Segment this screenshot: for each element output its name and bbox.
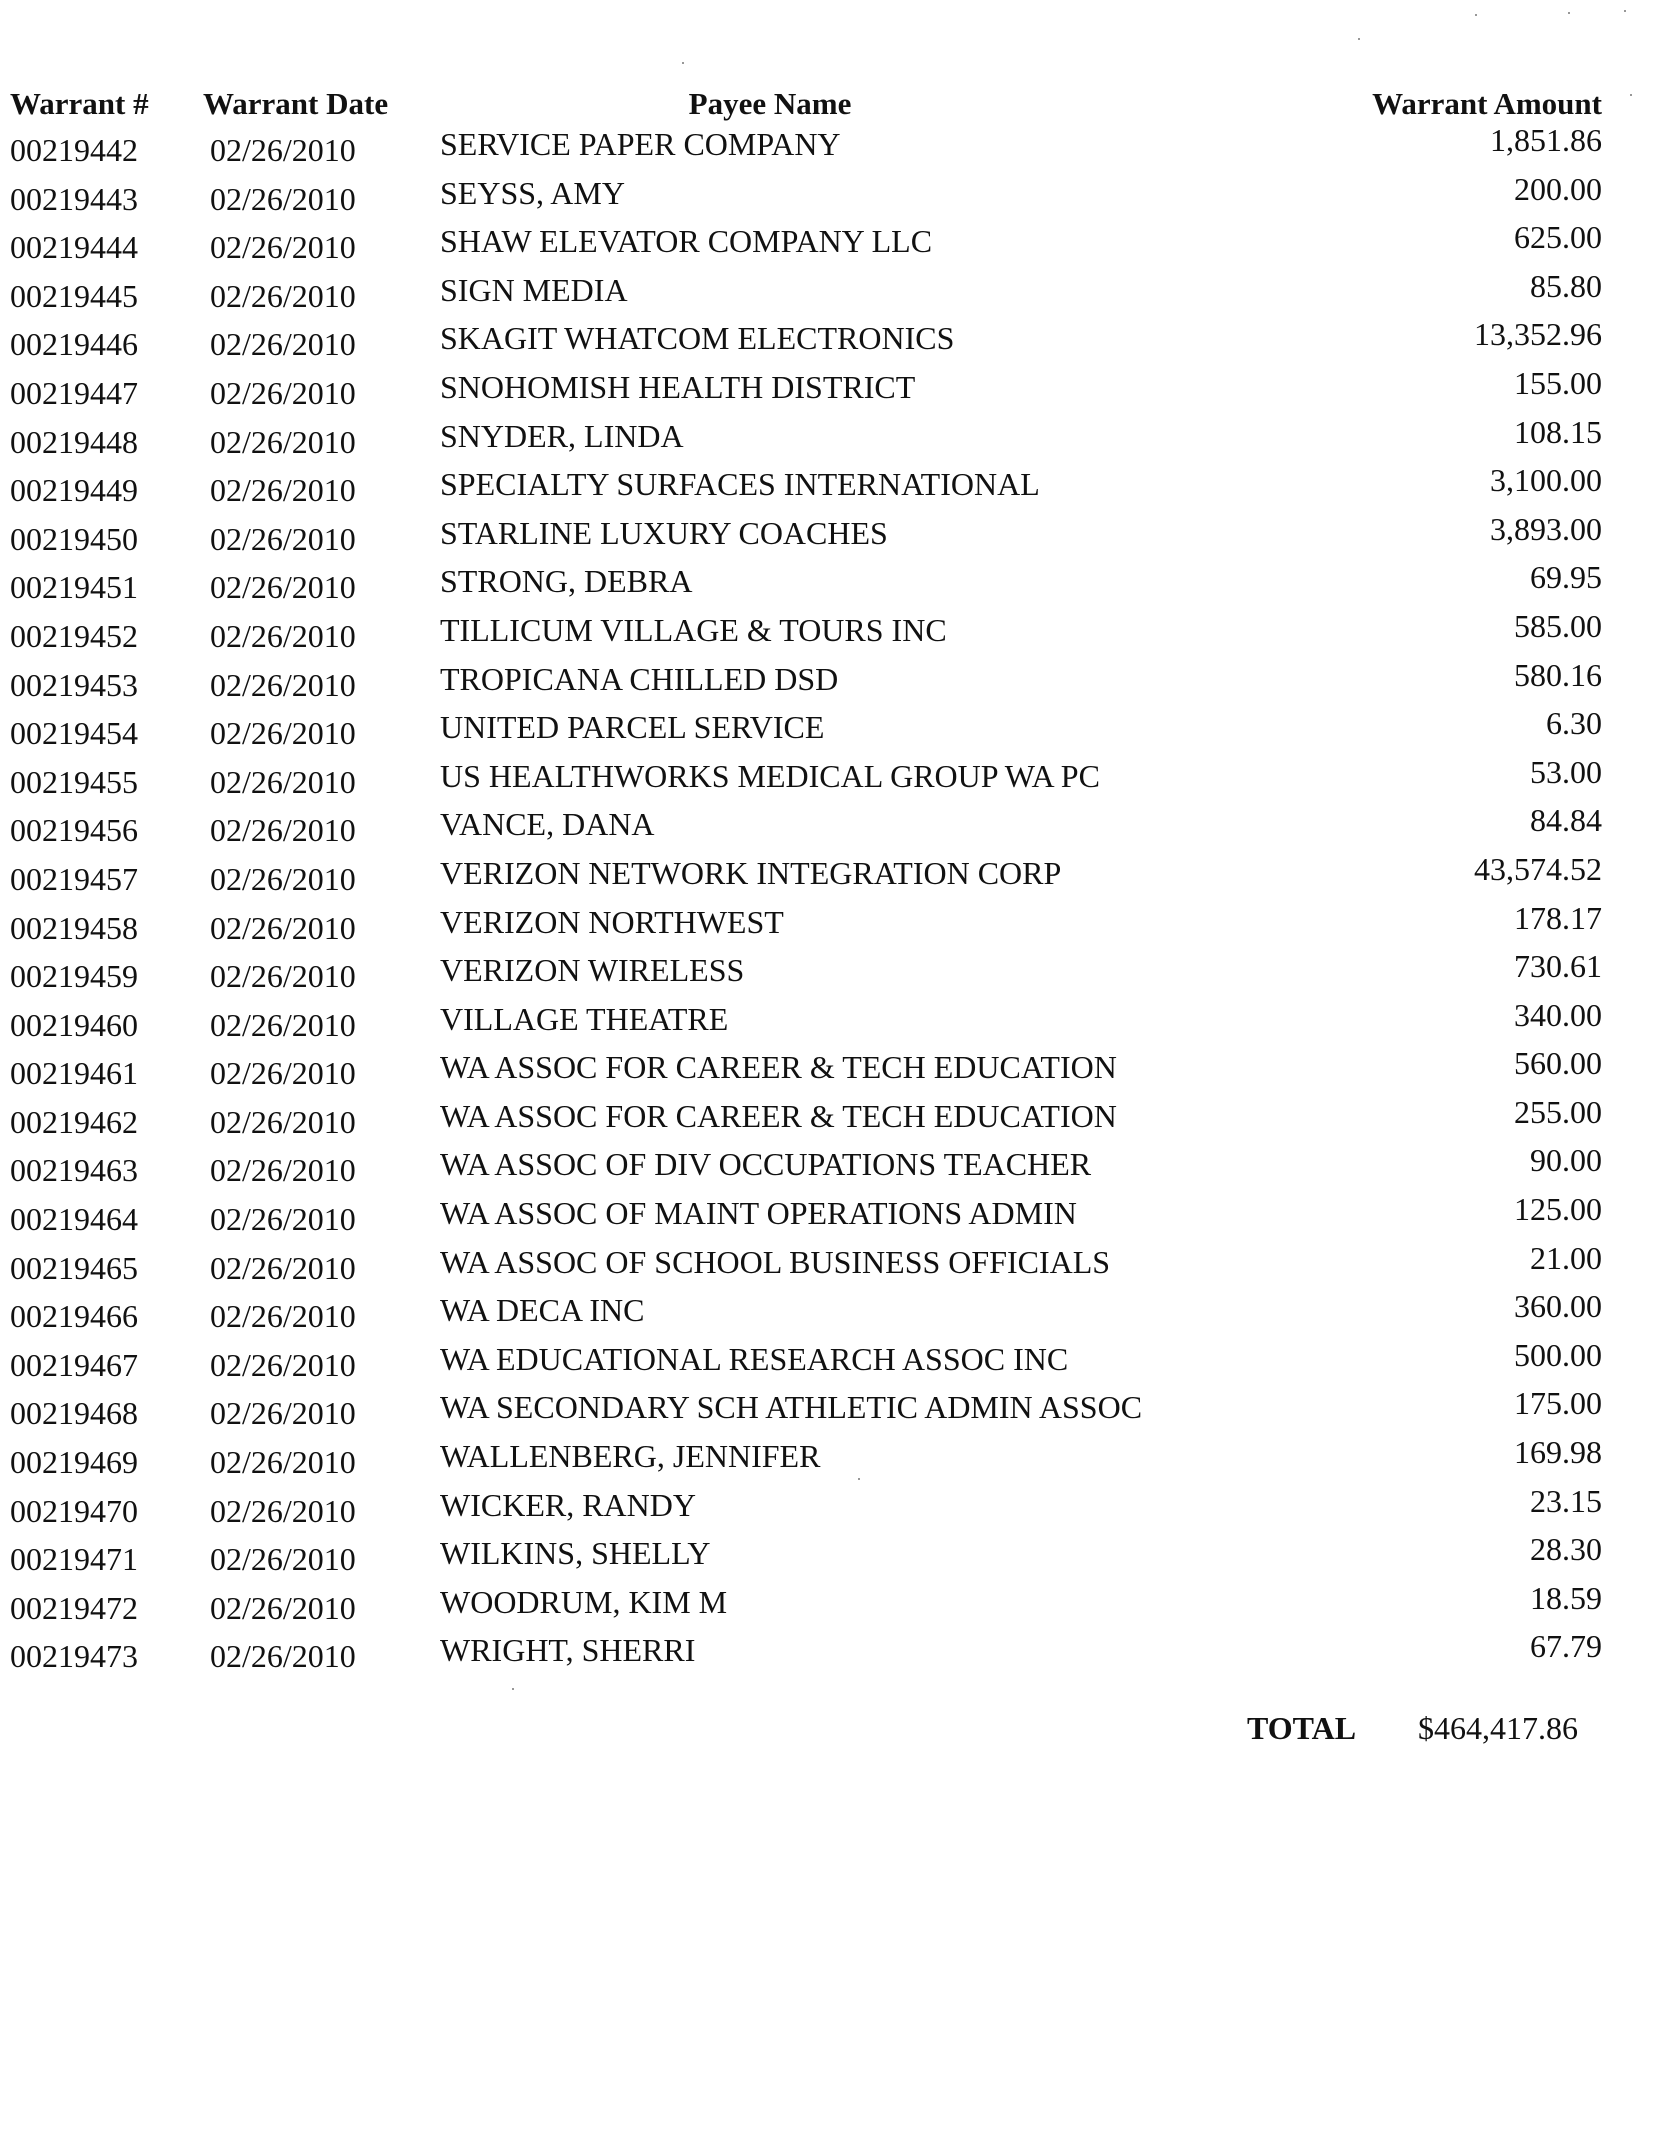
payee-name-cell: SNOHOMISH HEALTH DISTRICT <box>440 368 916 405</box>
payee-name-cell: VERIZON NETWORK INTEGRATION CORP <box>440 854 1062 891</box>
payee-name-cell: SIGN MEDIA <box>440 271 628 308</box>
warrant-amount-cell: 500.00 <box>1514 1336 1602 1373</box>
warrant-date-cell: 02/26/2010 <box>210 326 356 363</box>
payee-name-cell: WA EDUCATIONAL RESEARCH ASSOC INC <box>440 1340 1069 1377</box>
warrant-date-cell: 02/26/2010 <box>210 423 356 460</box>
warrant-date-cell: 02/26/2010 <box>210 666 356 703</box>
warrant-number-cell: 00219450 <box>10 520 138 557</box>
warrant-number-cell: 00219443 <box>10 180 138 217</box>
warrant-amount-cell: 580.16 <box>1514 656 1602 693</box>
warrant-number-cell: 00219472 <box>10 1589 138 1626</box>
warrant-date-cell: 02/26/2010 <box>210 1103 356 1140</box>
warrant-date-cell: 02/26/2010 <box>210 617 356 654</box>
payee-name-cell: VERIZON NORTHWEST <box>440 903 784 940</box>
warrant-number-cell: 00219468 <box>10 1395 138 1432</box>
warrant-number-cell: 00219452 <box>10 617 138 654</box>
payee-name-cell: WALLENBERG, JENNIFER <box>440 1438 821 1475</box>
warrant-date-cell: 02/26/2010 <box>210 1249 356 1286</box>
column-header-warrant-date: Warrant Date <box>203 86 389 121</box>
warrant-date-cell: 02/26/2010 <box>210 132 356 168</box>
total-value: $464,417.86 <box>1418 1710 1578 1746</box>
warrant-number-cell: 00219454 <box>10 715 138 752</box>
payee-name-cell: TROPICANA CHILLED DSD <box>440 660 839 697</box>
warrant-number-cell: 00219473 <box>10 1638 138 1675</box>
warrant-amount-cell: 84.84 <box>1530 802 1602 839</box>
warrant-amount-cell: 1,851.86 <box>1490 122 1602 158</box>
warrant-amount-cell: 178.17 <box>1514 899 1602 936</box>
warrant-amount-cell: 108.15 <box>1514 413 1602 450</box>
warrant-amount-cell: 255.00 <box>1514 1093 1602 1130</box>
table-row <box>0 462 1664 511</box>
table-row <box>0 900 1664 949</box>
scan-speck <box>512 1688 514 1690</box>
warrant-amount-cell: 360.00 <box>1514 1288 1602 1325</box>
warrant-date-cell: 02/26/2010 <box>210 1006 356 1043</box>
warrant-number-cell: 00219445 <box>10 277 138 314</box>
warrant-date-cell: 02/26/2010 <box>210 1201 356 1238</box>
warrant-amount-cell: 169.98 <box>1514 1434 1602 1471</box>
warrant-amount-cell: 21.00 <box>1530 1239 1602 1276</box>
table-row <box>0 948 1664 997</box>
warrant-date-cell: 02/26/2010 <box>210 958 356 995</box>
warrant-date-cell: 02/26/2010 <box>210 374 356 411</box>
warrant-number-cell: 00219442 <box>10 132 138 168</box>
warrant-date-cell: 02/26/2010 <box>210 1492 356 1529</box>
payee-name-cell: WRIGHT, SHERRI <box>440 1632 696 1669</box>
warrant-number-cell: 00219463 <box>10 1152 138 1189</box>
payee-name-cell: UNITED PARCEL SERVICE <box>440 709 825 746</box>
table-row <box>0 1094 1664 1143</box>
warrant-date-cell: 02/26/2010 <box>210 1152 356 1189</box>
column-header-warrant-amount: Warrant Amount <box>1372 86 1602 121</box>
warrant-number-cell: 00219460 <box>10 1006 138 1043</box>
warrant-amount-cell: 13,352.96 <box>1474 316 1602 353</box>
table-row <box>0 171 1664 220</box>
warrant-number-cell: 00219462 <box>10 1103 138 1140</box>
table-row <box>0 414 1664 463</box>
warrant-number-cell: 00219457 <box>10 860 138 897</box>
warrant-amount-cell: 3,100.00 <box>1490 462 1602 499</box>
table-row <box>0 1142 1664 1191</box>
payee-name-cell: WILKINS, SHELLY <box>440 1535 711 1572</box>
warrant-date-cell: 02/26/2010 <box>210 229 356 266</box>
table-row <box>0 122 1664 171</box>
warrant-number-cell: 00219464 <box>10 1201 138 1238</box>
warrant-date-cell: 02/26/2010 <box>210 812 356 849</box>
table-row <box>0 608 1664 657</box>
payee-name-cell: WICKER, RANDY <box>440 1486 696 1523</box>
warrant-date-cell: 02/26/2010 <box>210 1541 356 1578</box>
warrant-amount-cell: 125.00 <box>1514 1191 1602 1228</box>
warrant-number-cell: 00219471 <box>10 1541 138 1578</box>
warrant-number-cell: 00219461 <box>10 1055 138 1092</box>
warrant-number-cell: 00219467 <box>10 1346 138 1383</box>
column-header-warrant-number: Warrant # <box>10 86 149 121</box>
payee-name-cell: WA ASSOC FOR CAREER & TECH EDUCATION <box>440 1049 1117 1086</box>
warrant-amount-cell: 23.15 <box>1530 1482 1602 1519</box>
warrant-date-cell: 02/26/2010 <box>210 715 356 752</box>
warrant-number-cell: 00219469 <box>10 1444 138 1481</box>
scan-speck <box>858 1478 860 1480</box>
scan-speck <box>1630 94 1632 96</box>
warrant-number-cell: 00219447 <box>10 374 138 411</box>
table-row <box>0 268 1664 317</box>
payee-name-cell: SKAGIT WHATCOM ELECTRONICS <box>440 320 955 357</box>
warrant-amount-cell: 730.61 <box>1514 948 1602 985</box>
warrant-date-cell: 02/26/2010 <box>210 763 356 800</box>
table-row <box>0 1434 1664 1483</box>
table-row <box>0 657 1664 706</box>
payee-name-cell: WA SECONDARY SCH ATHLETIC ADMIN ASSOC <box>440 1389 1143 1426</box>
warrant-amount-cell: 53.00 <box>1530 753 1602 790</box>
table-row <box>0 754 1664 803</box>
warrant-date-cell: 02/26/2010 <box>210 1346 356 1383</box>
warrant-number-cell: 00219470 <box>10 1492 138 1529</box>
scan-speck <box>1624 10 1626 12</box>
table-row <box>0 1288 1664 1337</box>
total-label: TOTAL <box>1247 1710 1357 1746</box>
warrant-amount-cell: 43,574.52 <box>1474 850 1602 887</box>
warrant-table-body <box>0 122 1664 1677</box>
warrant-number-cell: 00219451 <box>10 569 138 606</box>
table-row <box>0 1531 1664 1580</box>
table-row <box>0 1240 1664 1289</box>
table-row <box>0 219 1664 268</box>
table-row <box>0 705 1664 754</box>
warrant-amount-cell: 67.79 <box>1530 1628 1602 1665</box>
warrant-date-cell: 02/26/2010 <box>210 277 356 314</box>
warrant-amount-cell: 585.00 <box>1514 607 1602 644</box>
scan-speck <box>1358 38 1360 40</box>
scan-speck <box>1475 14 1477 16</box>
payee-name-cell: VANCE, DANA <box>440 806 655 843</box>
warrant-amount-cell: 90.00 <box>1530 1142 1602 1179</box>
warrant-date-cell: 02/26/2010 <box>210 1395 356 1432</box>
payee-name-cell: WA ASSOC FOR CAREER & TECH EDUCATION <box>440 1097 1117 1134</box>
warrant-number-cell: 00219444 <box>10 229 138 266</box>
warrant-date-cell: 02/26/2010 <box>210 1298 356 1335</box>
table-row <box>0 511 1664 560</box>
payee-name-cell: SNYDER, LINDA <box>440 417 684 454</box>
payee-name-cell: WA ASSOC OF DIV OCCUPATIONS TEACHER <box>440 1146 1092 1183</box>
scan-speck <box>1568 12 1570 14</box>
warrant-amount-cell: 625.00 <box>1514 219 1602 256</box>
table-row <box>0 1628 1664 1677</box>
payee-name-cell: SHAW ELEVATOR COMPANY LLC <box>440 223 933 260</box>
warrant-number-cell: 00219465 <box>10 1249 138 1286</box>
table-row <box>0 851 1664 900</box>
warrant-date-cell: 02/26/2010 <box>210 1444 356 1481</box>
payee-name-cell: WA ASSOC OF SCHOOL BUSINESS OFFICIALS <box>440 1243 1111 1280</box>
warrant-number-cell: 00219453 <box>10 666 138 703</box>
column-header-payee-name: Payee Name <box>688 86 852 121</box>
warrant-date-cell: 02/26/2010 <box>210 860 356 897</box>
warrant-amount-cell: 200.00 <box>1514 170 1602 207</box>
payee-name-cell: SERVICE PAPER COMPANY <box>440 126 841 162</box>
warrant-amount-cell: 69.95 <box>1530 559 1602 596</box>
table-row <box>0 316 1664 365</box>
payee-name-cell: WOODRUM, KIM M <box>440 1583 728 1620</box>
warrant-number-cell: 00219446 <box>10 326 138 363</box>
table-row <box>0 1385 1664 1434</box>
warrant-date-cell: 02/26/2010 <box>210 1589 356 1626</box>
payee-name-cell: SPECIALTY SURFACES INTERNATIONAL <box>440 466 1040 503</box>
payee-name-cell: STRONG, DEBRA <box>440 563 693 600</box>
warrant-date-cell: 02/26/2010 <box>210 1638 356 1675</box>
payee-name-cell: US HEALTHWORKS MEDICAL GROUP WA PC <box>440 757 1100 794</box>
warrant-number-cell: 00219448 <box>10 423 138 460</box>
warrant-number-cell: 00219466 <box>10 1298 138 1335</box>
scan-speck <box>682 62 684 64</box>
payee-name-cell: WA ASSOC OF MAINT OPERATIONS ADMIN <box>440 1195 1077 1232</box>
table-row <box>0 559 1664 608</box>
warrant-amount-cell: 85.80 <box>1530 267 1602 304</box>
payee-name-cell: STARLINE LUXURY COACHES <box>440 514 888 551</box>
warrant-amount-cell: 560.00 <box>1514 1045 1602 1082</box>
table-row <box>0 1337 1664 1386</box>
payee-name-cell: TILLICUM VILLAGE & TOURS INC <box>440 611 947 648</box>
warrant-amount-cell: 175.00 <box>1514 1385 1602 1422</box>
warrant-number-cell: 00219449 <box>10 472 138 509</box>
payee-name-cell: SEYSS, AMY <box>440 174 625 211</box>
table-row <box>0 1045 1664 1094</box>
warrant-amount-cell: 340.00 <box>1514 996 1602 1033</box>
warrant-number-cell: 00219455 <box>10 763 138 800</box>
table-row <box>0 365 1664 414</box>
warrant-date-cell: 02/26/2010 <box>210 909 356 946</box>
warrant-amount-cell: 6.30 <box>1546 705 1602 742</box>
table-row <box>0 1191 1664 1240</box>
warrant-amount-cell: 28.30 <box>1530 1531 1602 1568</box>
warrant-amount-cell: 155.00 <box>1514 364 1602 401</box>
payee-name-cell: VERIZON WIRELESS <box>440 952 745 989</box>
warrant-number-cell: 00219458 <box>10 909 138 946</box>
table-row <box>0 1580 1664 1629</box>
warrant-date-cell: 02/26/2010 <box>210 569 356 606</box>
table-row <box>0 802 1664 851</box>
warrant-date-cell: 02/26/2010 <box>210 180 356 217</box>
table-row <box>0 1483 1664 1532</box>
warrant-number-cell: 00219459 <box>10 958 138 995</box>
payee-name-cell: WA DECA INC <box>440 1292 645 1329</box>
warrant-date-cell: 02/26/2010 <box>210 472 356 509</box>
table-row <box>0 997 1664 1046</box>
warrant-amount-cell: 18.59 <box>1530 1579 1602 1616</box>
warrant-number-cell: 00219456 <box>10 812 138 849</box>
warrant-date-cell: 02/26/2010 <box>210 520 356 557</box>
payee-name-cell: VILLAGE THEATRE <box>440 1000 729 1037</box>
warrant-date-cell: 02/26/2010 <box>210 1055 356 1092</box>
warrant-amount-cell: 3,893.00 <box>1490 510 1602 547</box>
